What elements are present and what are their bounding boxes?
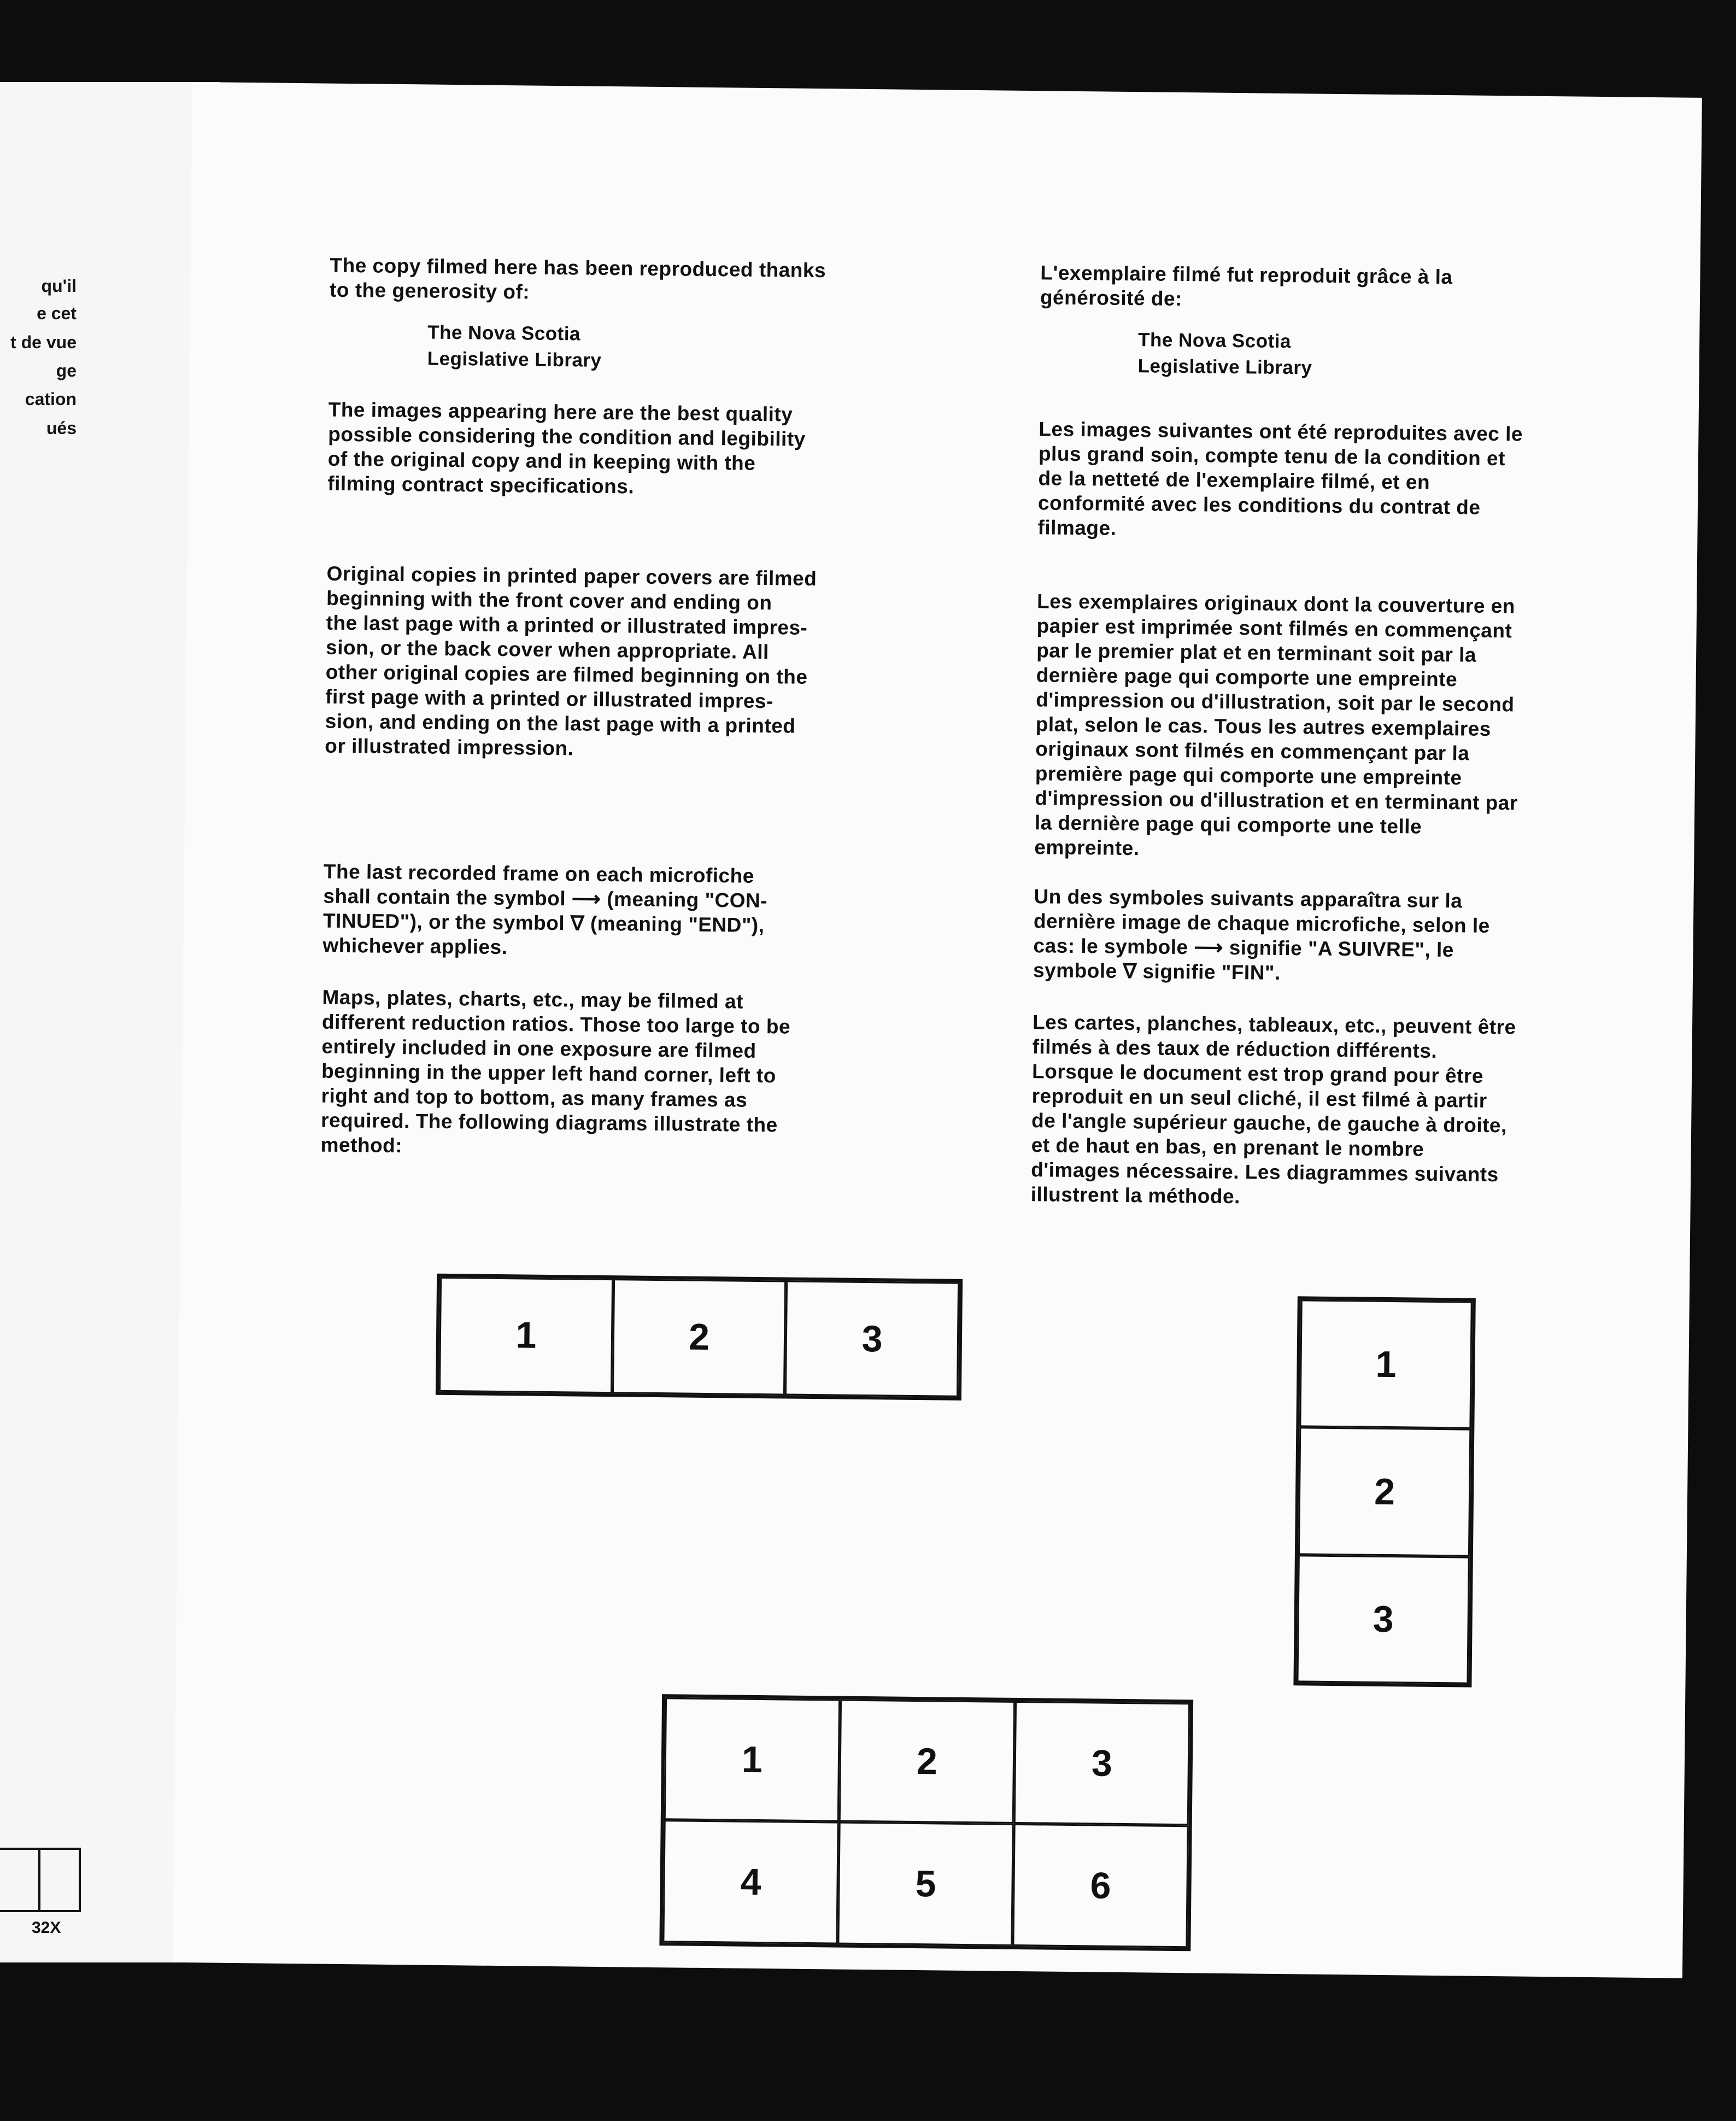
credit-intro: The copy filmed here has been reproduced thanks to the generosity of: [329, 254, 826, 303]
frame-cell: 6 [1012, 1824, 1188, 1948]
library-name-fr: The Nova Scotia [1137, 329, 1292, 353]
frame-cell: 3 [1014, 1701, 1190, 1825]
left-text-fragment: e cet [37, 303, 77, 323]
left-text-fragment: ués [46, 418, 77, 438]
frame-cell: 3 [785, 1280, 959, 1397]
frame-cell: 1 [439, 1277, 613, 1393]
left-text-fragment: t de vue [10, 332, 77, 352]
frame-cell: 4 [662, 1820, 838, 1944]
frame-cell: 2 [612, 1279, 787, 1395]
library-name-2: Legislative Library [427, 348, 602, 371]
frame-cell: 1 [1299, 1299, 1472, 1429]
frame-cell: 2 [1298, 1427, 1471, 1557]
diagram-six-grid [659, 1694, 1193, 1951]
symbols-paragraph: The last recorded frame on each microfiche shall contain the symbol ⟶ (meaning "CON- TINUED"), or the symbol ∇ (meaning "END"), whichever applies. [322, 860, 768, 959]
quality-paragraph-fr: Les images suivantes ont été reproduites avec le plus grand soin, compte tenu de la condition et de la netteté de l'exemplaire filmé, et en conformité avec les conditions du contrat de filmage. [1037, 418, 1523, 540]
maps-paragraph: Maps, plates, charts, etc., may be filmed at different reduction ratios. Those too large to be entirely included in one exposure are filmed beginning in the upper left hand corner, left to right and top to bottom, as many frames as required. The following diagrams illustrate the method: [320, 986, 791, 1157]
covers-paragraph-fr: Les exemplaires originaux dont la couverture en papier est imprimée sont filmés en commençant par le premier plat et en terminant soit par la dernière page qui comporte une empreinte d'impression ou d'illustration, soit par le second plat, selon le cas. Tous les autres exemplaires originaux sont filmés en commençant par la première page qui comporte une empreinte d'impression ou d'illustration et en terminant par la dernière page qui comporte une telle empreinte. [1034, 590, 1518, 860]
left-text-fragment: cation [25, 389, 77, 409]
symbols-paragraph-fr: Un des symboles suivants apparaîtra sur la dernière image de chaque microfiche, selon le cas: le symbole ⟶ signifie "A SUIVRE", le symbole ∇ signifie "FIN". [1033, 885, 1490, 984]
quality-paragraph: The images appearing here are the best quality possible considering the condition and legibility of the original copy and in keeping with the filming contract specifications. [327, 398, 806, 498]
notice-page [173, 82, 1702, 1978]
french-column [1031, 260, 1615, 1212]
diagram-three-across [436, 1274, 963, 1401]
left-frame-diagram [0, 1848, 81, 1912]
left-text-fragment: ge [56, 361, 77, 380]
frame-cell: 5 [837, 1822, 1013, 1946]
magnification-label: 32X [32, 1919, 61, 1937]
credit-intro-fr: L'exemplaire filmé fut reproduit grâce à la générosité de: [1040, 261, 1453, 310]
covers-paragraph: Original copies in printed paper covers are filmed beginning with the front cover and ending on the last page with a printed or illustrated impres- sion, or the back cover when appropriate. All other original copies are filmed beginning on the first page with a printed or illustrated impres- sion, and ending on the last page with a printed or illustrated impression. [325, 562, 817, 760]
english-column [320, 253, 904, 1163]
frame-cell: 1 [664, 1697, 840, 1821]
library-name-fr-2: Legislative Library [1137, 355, 1312, 379]
frame-cell: 3 [1297, 1555, 1469, 1684]
diagram-three-down [1293, 1296, 1475, 1687]
library-name: The Nova Scotia [427, 321, 581, 345]
frame-cell: 2 [839, 1700, 1015, 1824]
left-text-fragment: qu'il [41, 276, 77, 296]
maps-paragraph-fr: Les cartes, planches, tableaux, etc., peuvent être filmés à des taux de réduction différents. Lorsque le document est trop grand pour être reproduit en un seul cliché, il est filmé à partir de l'angle supérieur gauche, de gauche à droite, et de haut en bas, en prenant le nombre d'images nécessaire. Les diagrammes suivants illustrent la méthode. [1030, 1011, 1516, 1208]
